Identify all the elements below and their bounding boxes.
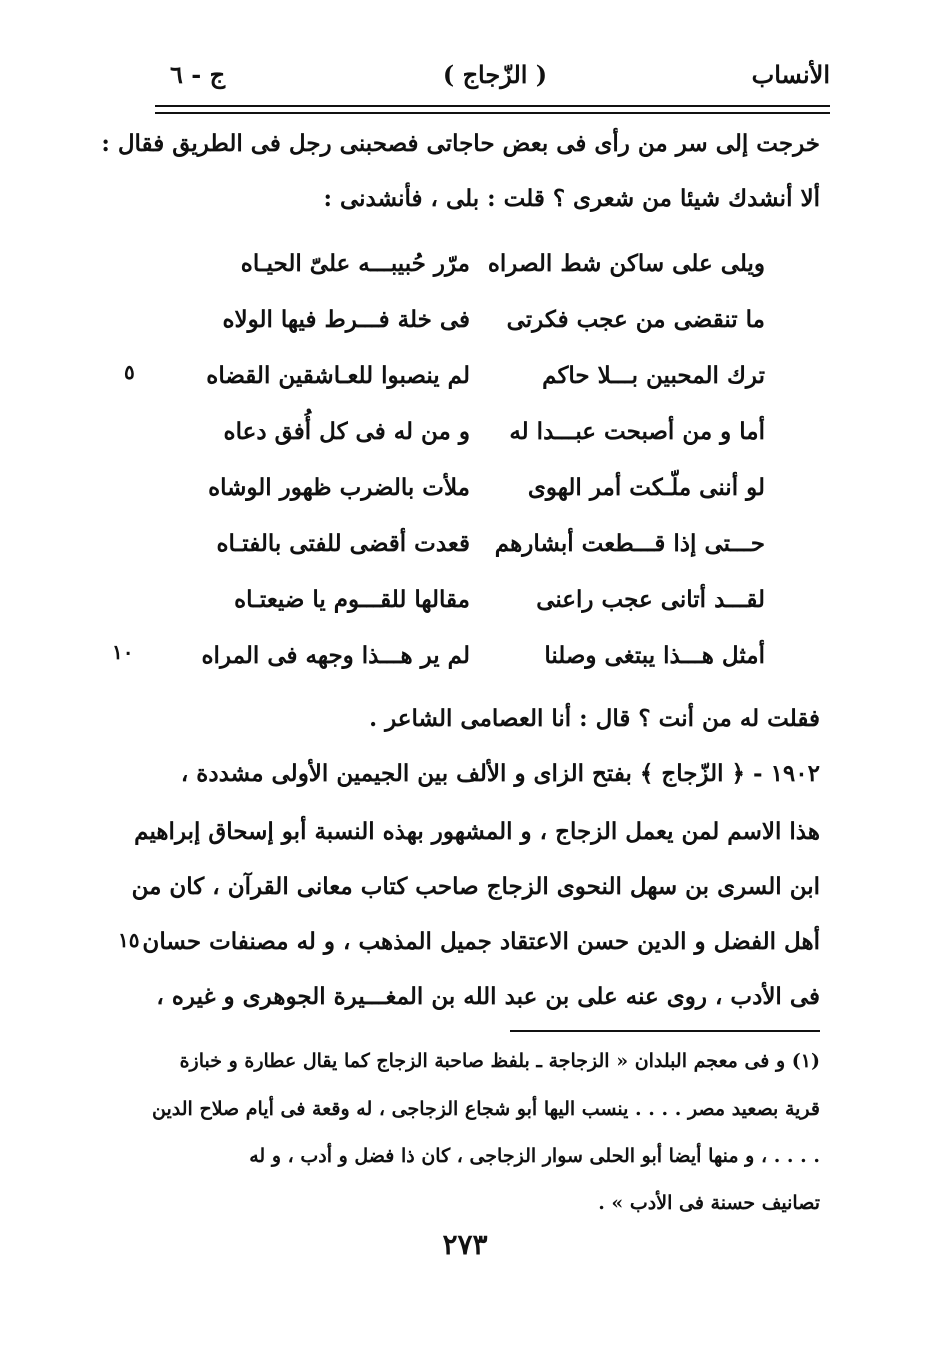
line-number: ١٠ [112, 640, 134, 664]
closing-line: فقلت له من أنت ؟ قال : أنا العصامى الشاعر . [369, 705, 820, 732]
entry-line: ١٩٠٢ - ﴿ الزّجاج ﴾ بفتح الزاى و الألف بين الجيمين الأولى مشددة ، [180, 760, 820, 787]
entry-line: فى الأدب ، روى عنه على بن عبد الله بن المغـــيرة الجوهرى و غيره ، [156, 983, 820, 1010]
verse-first-hemistich: لقـــد أتانى عجب راعنى [536, 586, 765, 613]
verse-second-hemistich: فى خلة فـــرط فيها الولاه [222, 306, 470, 333]
verse-second-hemistich: مقالها للقـــوم يا ضيعتـاه [234, 586, 470, 613]
entry-line: ابن السرى بن سهل النحوى الزجاج صاحب كتاب معانى القرآن ، كان من [131, 873, 820, 900]
header-rule-top [155, 105, 830, 107]
page-number: ٢٧٣ [442, 1228, 488, 1261]
entry-line: أهل الفضل و الدين حسن الاعتقاد جميل المذهب ، و له مصنفات حسان [142, 928, 820, 955]
verse-line [120, 250, 820, 290]
verse-first-hemistich: أما و من أصبحت عبـــدا له [509, 418, 765, 445]
intro-line: ألا أنشدك شيئا من شعرى ؟ قلت : بلى ، فأنشدنى : [323, 185, 820, 212]
entry-line: هذا الاسم لمن يعمل الزجاج ، و المشهور بهذه النسبة أبو إسحاق إبراهيم [134, 818, 820, 845]
verse-first-hemistich: أمثل هـــذا يبتغى وصلنا [544, 642, 765, 669]
verse-second-hemistich: لم ير هـــذا وجهه فى المراه [201, 642, 470, 669]
intro-line: خرجت إلى سر من رأى فى بعض حاجاتى فصحبنى رجل فى الطريق فقال : [101, 130, 820, 157]
verse-first-hemistich: لو أننى ملّـكت أمر الهوى [527, 474, 765, 501]
verse-line [120, 530, 820, 570]
footnote-rule [510, 1030, 820, 1032]
verse-line [120, 586, 820, 626]
verse-first-hemistich: ويلى على ساكن شط الصراه [487, 250, 765, 277]
section-title: ( الزّجاج ) [442, 60, 548, 89]
verse-second-hemistich: ملأت بالضرب ظهور الوشاه [208, 474, 470, 501]
verse-second-hemistich: و من له فى كل أُفق دعاه [223, 418, 470, 445]
footnote-line: تصانيف حسنة فى الأدب » . [598, 1192, 820, 1214]
footnote-line: قرية بصعيد مصر . . . . ينسب اليها أبو شجاع الزجاجى ، له وقعة فى أيام صلاح الدين [152, 1098, 820, 1120]
verse-line [120, 362, 820, 402]
header-rule-bottom [155, 112, 830, 114]
verse-line [120, 642, 820, 682]
verse-second-hemistich: قعدت أقضى للفتى بالفتـاه [216, 530, 470, 557]
verse-first-hemistich: حـــتى إذا قـــطعت أبشارهم [494, 530, 765, 557]
book-title: الأنساب [751, 60, 830, 89]
verse-line [120, 474, 820, 514]
line-number: ٥ [124, 360, 135, 384]
verse-second-hemistich: مرّر حُبيبـــه علىّ الحيـاه [240, 250, 470, 277]
footnote-line: . . . . ، و منها أيضا أبو الحلى سوار الزجاجى ، كان ذا فضل و أدب ، و له [249, 1145, 820, 1167]
verse-first-hemistich: ترك المحبين بـــلا حاكم [542, 362, 765, 389]
verse-first-hemistich: ما تنقضى من عجب فكرتى [506, 306, 765, 333]
line-number: ١٥ [118, 928, 140, 952]
verse-line [120, 306, 820, 346]
footnote-line: (١) و فى معجم البلدان « الزجاجة ـ بلفظ صاحبة الزجاج كما يقال عطارة و خبازة [179, 1050, 820, 1072]
verse-second-hemistich: لم ينصبوا للعـاشقين القضاه [206, 362, 470, 389]
verse-line [120, 418, 820, 458]
running-header [160, 60, 830, 100]
volume-label: ج - ٦ [170, 60, 226, 89]
